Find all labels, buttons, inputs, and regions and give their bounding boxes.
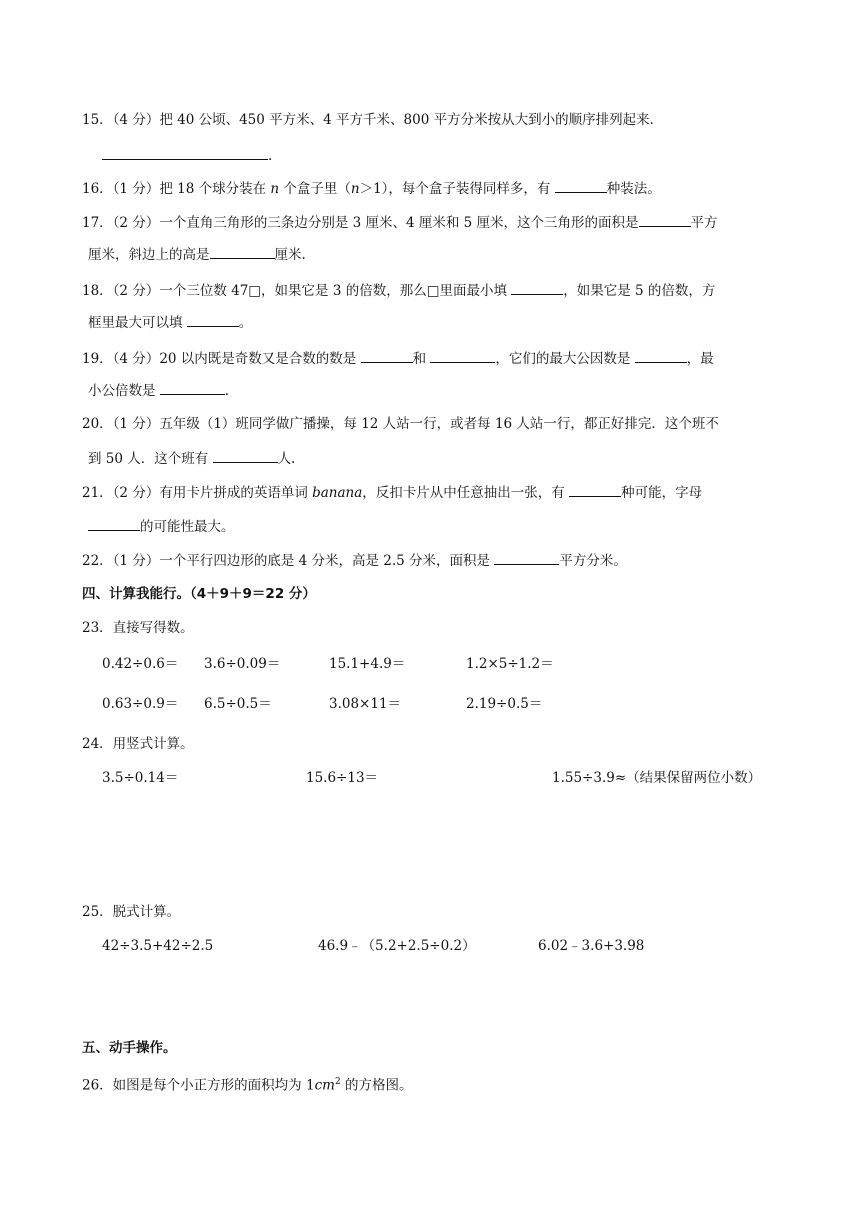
question-19: 19．（4 分）20 以内既是奇数又是合数的数是 和 ，它们的最大公因数是 ，最 xyxy=(82,348,714,369)
calc-item: 42÷3.5+42÷2.5 xyxy=(102,938,214,954)
answer-blank[interactable] xyxy=(160,380,225,395)
calc-item: 46.9﹣（5.2+2.5÷0.2） xyxy=(318,938,476,954)
question-19-cont: 小公倍数是 . xyxy=(88,380,229,401)
question-21-cont: 的可能性最大。 xyxy=(88,516,235,537)
section-4-heading: 四、计算我能行。（4＋9＋9＝22 分） xyxy=(82,586,316,602)
section-5-heading: 五、动手操作。 xyxy=(82,1040,177,1056)
calc-item: 3.5÷0.14＝ xyxy=(102,770,179,786)
question-20: 20．（1 分）五年级（1）班同学做广播操，每 12 人站一行，或者每 16 人站一行，都正好排完．这个班不 xyxy=(82,416,719,432)
question-18-cont: 框里最大可以填 。 xyxy=(88,312,252,333)
answer-blank[interactable] xyxy=(213,448,278,463)
question-17: 17．（2 分）一个直角三角形的三条边分别是 3 厘米、4 厘米和 5 厘米，这个三角形的面积是 平方 xyxy=(82,212,718,233)
question-20-cont: 到 50 人．这个班有 人. xyxy=(88,448,295,469)
calc-item: 1.2×5÷1.2＝ xyxy=(466,656,554,672)
answer-blank[interactable] xyxy=(361,348,413,363)
answer-blank[interactable] xyxy=(187,312,239,327)
calc-item: 1.55÷3.9≈（结果保留两位小数） xyxy=(552,770,762,786)
question-24-title: 24．用竖式计算。 xyxy=(82,736,194,752)
answer-blank[interactable] xyxy=(639,212,691,227)
answer-blank[interactable] xyxy=(555,178,607,193)
calc-item: 2.19÷0.5＝ xyxy=(466,696,543,712)
calc-item: 3.08×11＝ xyxy=(329,696,402,712)
answer-blank[interactable] xyxy=(88,516,140,531)
calc-item: 3.6÷0.09＝ xyxy=(204,656,281,672)
answer-blank[interactable] xyxy=(430,348,495,363)
question-22: 22．（1 分）一个平行四边形的底是 4 分米，高是 2.5 分米，面积是 平方分米。 xyxy=(82,550,627,571)
question-21: 21．（2 分）有用卡片拼成的英语单词 banana，反扣卡片从中任意抽出一张，有 种可能，字母 xyxy=(82,482,702,503)
calc-item: 15.1+4.9＝ xyxy=(329,656,406,672)
calc-item: 6.5÷0.5＝ xyxy=(204,696,272,712)
answer-blank[interactable] xyxy=(511,280,563,295)
calc-item: 15.6÷13＝ xyxy=(306,770,379,786)
calc-item: 0.63÷0.9＝ xyxy=(102,696,179,712)
question-16: 16．（1 分）把 18 个球分装在 n 个盒子里（n＞1），每个盒子装得同样多，有 种装法。 xyxy=(82,178,661,199)
calc-item: 0.42÷0.6＝ xyxy=(102,656,179,672)
question-17-cont: 厘米，斜边上的高是 厘米. xyxy=(88,244,306,265)
question-15: 15．（4 分）把 40 公顷、450 平方米、4 平方千米、800 平方分米按从大到小的顺序排列起来． xyxy=(82,112,664,128)
answer-blank[interactable] xyxy=(102,145,268,160)
calc-item: 6.02﹣3.6+3.98 xyxy=(538,938,645,954)
question-18: 18．（2 分）一个三位数 47□，如果它是 3 的倍数，那么□里面最小填 ，如果它是 5 的倍数，方 xyxy=(82,280,715,301)
answer-blank[interactable] xyxy=(569,482,621,497)
question-25-title: 25．脱式计算。 xyxy=(82,904,181,920)
answer-blank[interactable] xyxy=(635,348,687,363)
answer-blank[interactable] xyxy=(494,550,559,565)
question-15-answer: . xyxy=(102,145,272,166)
answer-blank[interactable] xyxy=(210,244,275,259)
question-26: 26．如图是每个小正方形的面积均为 $1cm^2$ 的方格图。 xyxy=(82,1077,413,1094)
question-23-title: 23．直接写得数。 xyxy=(82,620,194,636)
